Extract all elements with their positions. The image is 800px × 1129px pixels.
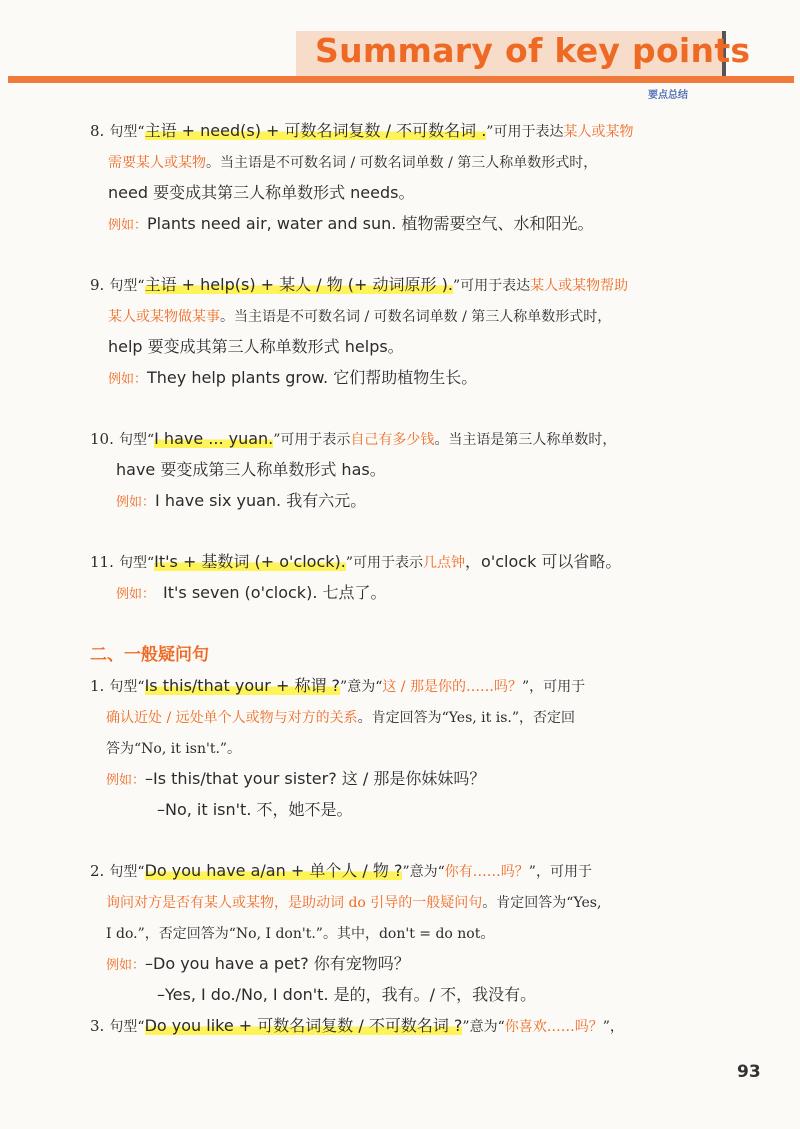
question-2-line-3: I do.”，否定回答为“No, I don't.”。其中，don't = do not。	[106, 926, 495, 942]
pattern-highlight: I have ... yuan.	[154, 429, 274, 448]
section-heading: 二、一般疑问句	[90, 645, 209, 665]
question-1-line-2: 确认近处 / 远处单个人或物与对方的关系。肯定回答为“Yes, it is.”，否定回	[106, 710, 576, 726]
question-2-example-1: 例如：–Do you have a pet? 你有宠物吗？	[106, 954, 410, 973]
question-2-line-2: 询问对方是否有某人或某物，是助动词 do 引导的一般疑问句。肯定回答为“Yes,	[106, 895, 602, 911]
item-8-line-3: need 要变成其第三人称单数形式 needs。	[108, 183, 415, 202]
question-1-line-1: 1. 句型“Is this/that your + 称谓 ?”意为“这 / 那是你的……吗？”，可用于	[90, 676, 586, 695]
item-10-line-1: 10. 句型“I have ... yuan.”可用于表示自己有多少钱。当主语是第三人称单数时，	[90, 429, 617, 448]
pattern-highlight: Is this/that your + 称谓 ?	[144, 676, 341, 695]
item-9-line-3: help 要变成其第三人称单数形式 helps。	[108, 337, 404, 356]
pattern-highlight: 主语 + help(s) + 某人 / 物 (+ 动词原形 ).	[144, 275, 453, 294]
item-9-example: 例如：They help plants grow. 它们帮助植物生长。	[108, 368, 478, 387]
page-subtitle: 要点总结	[648, 90, 688, 101]
page-title: Summary of key points	[315, 31, 751, 70]
page-number: 93	[737, 1062, 761, 1082]
pattern-highlight: Do you like + 可数名词复数 / 不可数名词 ?	[144, 1016, 463, 1035]
question-2-line-1: 2. 句型“Do you have a/an + 单个人 / 物 ?”意为“你有……吗？”，可用于	[90, 861, 592, 880]
item-8-example: 例如：Plants need air, water and sun. 植物需要空气、水和阳光。	[108, 214, 594, 233]
item-10-example: 例如：I have six yuan. 我有六元。	[116, 491, 367, 510]
item-8-line-2: 需要某人或某物。当主语是不可数名词 / 可数名词单数 / 第三人称单数形式时，	[108, 155, 598, 171]
pattern-highlight: Do you have a/an + 单个人 / 物 ?	[144, 861, 403, 880]
pattern-highlight: It's + 基数词 (+ o'clock).	[154, 552, 346, 571]
question-1-example-2: –No, it isn't. 不，她不是。	[157, 800, 353, 819]
question-1-line-3: 答为“No, it isn't.”。	[106, 741, 242, 757]
item-9-line-1: 9. 句型“主语 + help(s) + 某人 / 物 (+ 动词原形 ).”可用于表达某人或某物帮助	[90, 275, 629, 294]
item-9-line-2: 某人或某物做某事。当主语是不可数名词 / 可数名词单数 / 第三人称单数形式时，	[108, 309, 612, 325]
item-8-line-1: 8. 句型“主语 + need(s) + 可数名词复数 / 不可数名词 .”可用于表达某人或某物	[90, 121, 634, 140]
question-1-example-1: 例如：–Is this/that your sister? 这 / 那是你妹妹吗？	[106, 769, 486, 788]
question-3-line-1: 3. 句型“Do you like + 可数名词复数 / 不可数名词 ?”意为“你喜欢……吗？”，	[90, 1016, 624, 1035]
item-10-line-2: have 要变成第三人称单数形式 has。	[116, 460, 386, 479]
item-11-line-1: 11. 句型“It's + 基数词 (+ o'clock).”可用于表示几点钟，o'clock 可以省略。	[90, 552, 622, 571]
question-2-example-2: –Yes, I do./No, I don't. 是的，我有。/ 不，我没有。	[157, 985, 537, 1004]
item-11-example: 例如： It's seven (o'clock). 七点了。	[116, 583, 387, 602]
pattern-highlight: 主语 + need(s) + 可数名词复数 / 不可数名词 .	[144, 121, 487, 140]
